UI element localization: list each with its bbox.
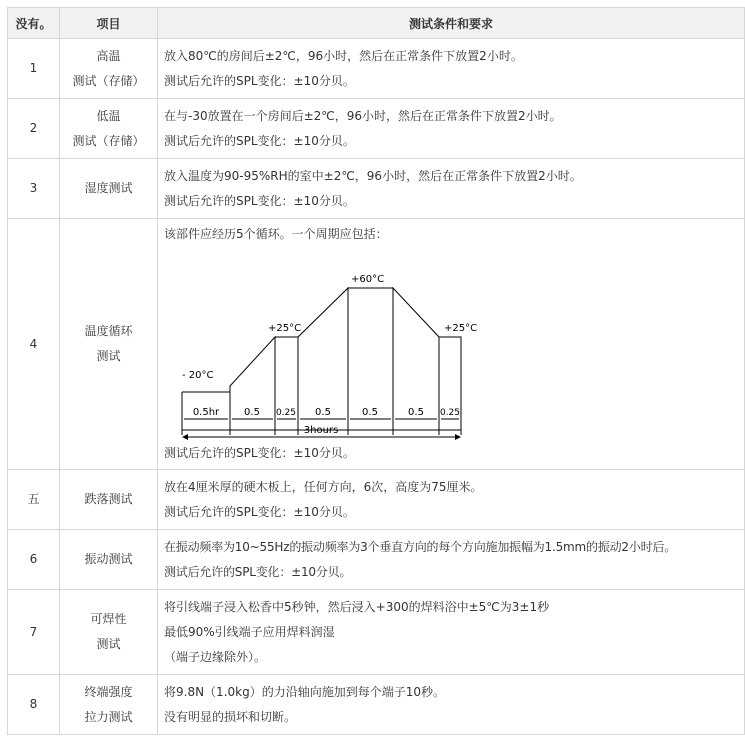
condition-line: 放在4厘米厚的硬木板上，任何方向，6次，高度为75厘米。 (164, 479, 483, 494)
condition-line: 放入温度为90-95%RH的室中±2℃，96小时，然后在正常条件下放置2小时。 (164, 168, 582, 183)
segment-label: 0.25 (275, 408, 297, 418)
row-number: 4 (8, 219, 60, 470)
row-number: 8 (8, 675, 60, 735)
row-condition (158, 99, 745, 159)
temp-label-mid-left: +25°C (268, 323, 302, 334)
row-number: 3 (8, 159, 60, 219)
row-condition (158, 675, 745, 735)
item-line: 温度循环 (84, 324, 133, 338)
table-row (8, 470, 745, 530)
condition-line: 放入80℃的房间后±2℃，96小时，然后在正常条件下放置2小时。 (164, 48, 523, 63)
item-line: 测试（存储） (72, 133, 145, 148)
condition-line: 测试后允许的SPL变化：±10分贝。 (164, 193, 355, 208)
temperature-cycle-diagram (164, 247, 738, 441)
profile-line (182, 288, 461, 392)
header-no: 没有。 (8, 8, 60, 39)
segment-label: 0.5 (362, 407, 378, 418)
spec-table (7, 7, 745, 735)
row-item (60, 590, 158, 675)
total-label: 3hours (303, 425, 339, 436)
condition-line: 测试后允许的SPL变化：±10分贝。 (164, 564, 352, 579)
condition-line: 测试后允许的SPL变化：±10分贝。 (164, 133, 355, 148)
item-line: 高温 (96, 48, 121, 63)
row-condition (158, 219, 745, 470)
row-condition (158, 159, 745, 219)
segment-label: 0.5hr (192, 407, 220, 418)
item-line: 振动测试 (84, 552, 133, 566)
table-row (8, 590, 745, 675)
condition-line: 在与-30放置在一个房间后±2℃，96小时，然后在正常条件下放置2小时。 (164, 108, 562, 123)
row-condition (158, 470, 745, 530)
item-line: 测试 (96, 637, 121, 651)
row-condition (158, 530, 745, 590)
row-item (60, 159, 158, 219)
segment-label: 0.5 (244, 407, 260, 418)
condition-line: 在振动频率为10~55Hz的振动频率为3个垂直方向的每个方向施加振幅为1.5mm的振动2小时后。 (164, 539, 677, 554)
temp-label-high: +60°C (351, 274, 385, 285)
header-item: 项目 (60, 8, 158, 39)
condition-line: 该部件应经历5个循环。一个周期应包括： (164, 227, 388, 241)
segment-label: 0.5 (408, 407, 424, 418)
condition-line: 测试后允许的SPL变化：±10分贝。 (164, 504, 355, 519)
row-number: 2 (8, 99, 60, 159)
item-line: 终端强度 (84, 684, 133, 699)
segment-label: 0.25 (439, 408, 461, 418)
item-line: 低温 (96, 108, 121, 123)
arrowhead (455, 434, 461, 440)
table-row (8, 675, 745, 735)
table-row (8, 99, 745, 159)
row-number: 7 (8, 590, 60, 675)
temp-label-low: - 20°C (182, 370, 214, 381)
table-row (8, 219, 745, 470)
table-row (8, 530, 745, 590)
row-number: 6 (8, 530, 60, 590)
item-line: 测试 (96, 349, 121, 363)
condition-line: 最低90%引线端子应用焊料润湿 (164, 624, 335, 639)
condition-line: 将引线端子浸入松香中5秒钟，然后浸入+300的焊料浴中±5℃为3±1秒 (164, 599, 550, 614)
row-item (60, 530, 158, 590)
row-number: 五 (8, 470, 60, 530)
condition-line: 没有明显的损坏和切断。 (164, 709, 297, 724)
segment-label: 0.5 (315, 407, 331, 418)
cycle-svg (164, 247, 484, 441)
condition-line: 测试后允许的SPL变化：±10分贝。 (164, 73, 355, 88)
table-row (8, 39, 745, 99)
condition-line: （端子边缘除外）。 (164, 649, 267, 664)
temp-label-mid-right: +25°C (444, 323, 478, 334)
condition-line: 测试后允许的SPL变化：±10分贝。 (164, 446, 355, 460)
row-condition (158, 590, 745, 675)
row-condition (158, 39, 745, 99)
header-row (8, 8, 745, 39)
row-item (60, 219, 158, 470)
condition-line: 将9.8N（1.0kg）的力沿轴向施加到每个端子10秒。 (164, 684, 445, 699)
row-item (60, 675, 158, 735)
header-condition: 测试条件和要求 (158, 8, 745, 39)
item-line: 跌落测试 (84, 492, 133, 506)
row-item (60, 99, 158, 159)
item-line: 湿度测试 (84, 181, 133, 195)
row-number: 1 (8, 39, 60, 99)
item-line: 拉力测试 (84, 709, 133, 724)
arrowhead (182, 434, 188, 440)
item-line: 测试（存储） (72, 73, 145, 88)
row-item (60, 39, 158, 99)
item-line: 可焊性 (90, 612, 127, 626)
row-item (60, 470, 158, 530)
table-row (8, 159, 745, 219)
